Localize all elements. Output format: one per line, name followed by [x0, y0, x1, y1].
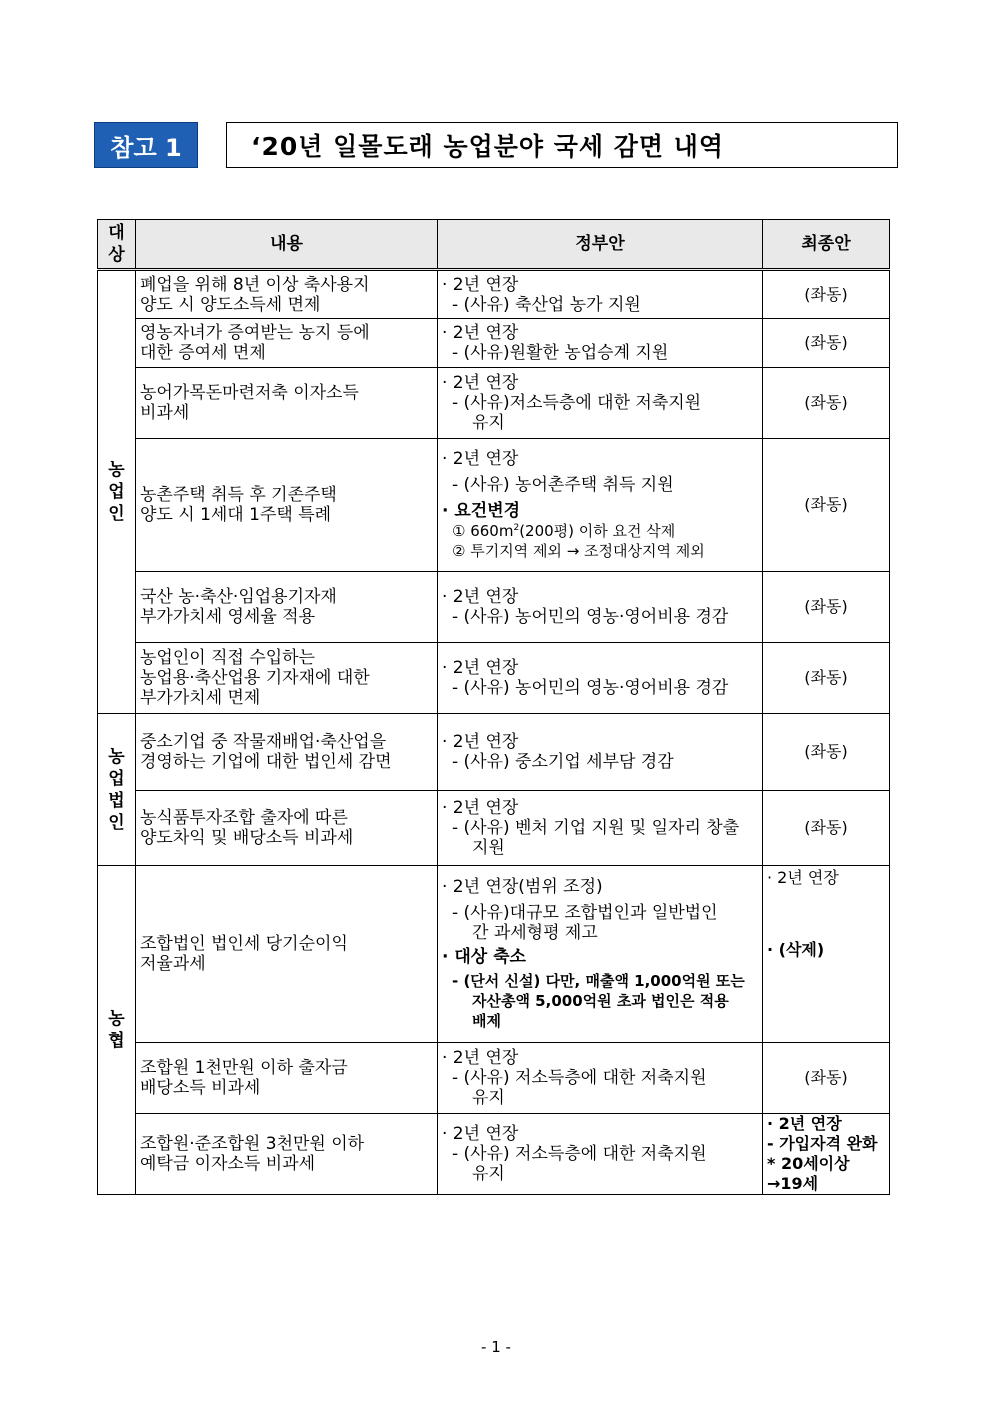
- content-cell: [136, 319, 438, 368]
- content-line: 영농자녀가 증여받는 농지 등에: [140, 323, 370, 343]
- table-row: [98, 643, 890, 714]
- final-line: * 20세이상→19세: [767, 1154, 850, 1193]
- gov-text: ① 660m: [452, 522, 514, 540]
- gov-cell: [438, 270, 763, 319]
- group-char: 법: [108, 790, 125, 811]
- content-cell: [136, 572, 438, 643]
- reference-badge: 참고 1: [94, 122, 198, 168]
- final-line: · (삭제): [767, 940, 825, 959]
- gov-cell: [438, 572, 763, 643]
- gov-line: · 2년 연장: [442, 732, 519, 752]
- gov-line: - (사유) 저소득층에 대한 저축지원: [452, 1068, 707, 1088]
- group-char: 인: [108, 812, 125, 833]
- gov-cell: [438, 643, 763, 714]
- gov-line: - (사유) 농어민의 영농·영어비용 경감: [452, 678, 729, 698]
- content-line: 농식품투자조합 출자에 따른: [140, 808, 348, 828]
- gov-line: - (단서 신설) 다만, 매출액 1,000억원 또는: [452, 972, 745, 990]
- content-line: 조합법인 법인세 당기순이익: [140, 934, 348, 954]
- header-target: [98, 220, 136, 270]
- final-cell: (좌동): [763, 270, 890, 319]
- content-line: 중소기업 중 작물재배업·축산업을: [140, 732, 387, 752]
- content-line: 부가가치세 면제: [140, 688, 261, 708]
- gov-cell: [438, 866, 763, 1043]
- content-cell: [136, 368, 438, 439]
- gov-cell: [438, 791, 763, 866]
- final-cell: (좌동): [763, 368, 890, 439]
- content-line: 국산 농·축산·임업용기자재: [140, 587, 337, 607]
- content-line: 경영하는 기업에 대한 법인세 감면: [140, 752, 392, 772]
- gov-line: - (사유)대규모 조합법인과 일반법인: [452, 903, 718, 923]
- gov-line: · 2년 연장: [442, 798, 519, 818]
- gov-cell: [438, 368, 763, 439]
- gov-line: · 2년 연장: [442, 658, 519, 678]
- table-row: [98, 572, 890, 643]
- gov-line: - (사유) 중소기업 세부담 경감: [452, 752, 674, 772]
- target-group-farmer: [98, 270, 136, 714]
- gov-line: ② 투기지역 제외 → 조정대상지역 제외: [452, 542, 705, 560]
- header-content: 내용: [136, 220, 438, 270]
- content-line: 양도 시 양도소득세 면제: [140, 294, 321, 315]
- gov-line: - (사유) 농어촌주택 취득 지원: [452, 475, 674, 495]
- content-cell: [136, 1114, 438, 1195]
- final-line: - 가입자격 완화: [767, 1134, 878, 1153]
- content-line: 부가가치세 영세율 적용: [140, 607, 316, 627]
- gov-cell: [438, 439, 763, 572]
- gov-line: · 2년 연장: [442, 587, 519, 607]
- content-cell: [136, 1043, 438, 1114]
- table-row: [98, 368, 890, 439]
- gov-line: · 2년 연장: [442, 1124, 519, 1144]
- gov-line: · 대상 축소: [442, 947, 526, 967]
- content-cell: [136, 270, 438, 319]
- content-cell: [136, 439, 438, 572]
- gov-line: · 2년 연장: [442, 373, 519, 393]
- final-cell: (좌동): [763, 714, 890, 791]
- table-header-row: [98, 220, 890, 270]
- group-char: 농: [108, 460, 125, 480]
- gov-line: [442, 521, 758, 541]
- group-char: 협: [108, 1031, 125, 1051]
- gov-line: 간 과세형평 제고: [472, 923, 598, 943]
- content-cell: [136, 791, 438, 866]
- target-group-corporation: [98, 714, 136, 866]
- table-row: [98, 319, 890, 368]
- gov-line: 지원: [472, 838, 505, 858]
- gov-line: - (사유) 저소득층에 대한 저축지원: [452, 1144, 707, 1164]
- group-char: 농: [108, 746, 125, 767]
- content-line: 양도차익 및 배당소득 비과세: [140, 828, 354, 848]
- group-char: 인: [108, 504, 125, 524]
- final-cell: (좌동): [763, 1043, 890, 1114]
- header-final: 최종안: [763, 220, 890, 270]
- gov-line: - (사유) 축산업 농가 지원: [452, 294, 641, 315]
- final-cell: (좌동): [763, 319, 890, 368]
- header-target-char: 대: [108, 223, 125, 243]
- gov-cell: [438, 714, 763, 791]
- final-line: · 2년 연장: [767, 1114, 842, 1133]
- gov-line: - (사유)저소득층에 대한 저축지원: [452, 393, 702, 413]
- content-line: 비과세: [140, 403, 190, 423]
- table-row: [98, 439, 890, 572]
- content-line: 양도 시 1세대 1주택 특례: [140, 505, 332, 525]
- final-cell: (좌동): [763, 439, 890, 572]
- gov-text: (200평) 이하 요건 삭제: [519, 522, 676, 540]
- content-line: 예탁금 이자소득 비과세: [140, 1154, 316, 1174]
- content-line: 농어가목돈마련저축 이자소득: [140, 383, 359, 403]
- final-cell: (좌동): [763, 572, 890, 643]
- final-cell: (좌동): [763, 643, 890, 714]
- final-cell: [763, 866, 890, 1043]
- gov-superscript: 2: [513, 523, 520, 533]
- gov-line: · 2년 연장: [442, 449, 519, 469]
- content-line: 농업인이 직접 수입하는: [140, 648, 316, 668]
- content-line: 조합원 1천만원 이하 출자금: [140, 1058, 348, 1078]
- content-line: 대한 증여세 면제: [140, 343, 266, 363]
- table-row: [98, 1114, 890, 1195]
- gov-line: - (사유)원활한 농업승계 지원: [452, 343, 669, 363]
- table-row: [98, 714, 890, 791]
- group-char: 농: [108, 1009, 125, 1029]
- content-line: 농업용·축산업용 기자재에 대한: [140, 668, 370, 688]
- gov-line: - (사유) 벤처 기업 지원 및 일자리 창출: [452, 818, 740, 838]
- table-row: [98, 791, 890, 866]
- gov-line: · 2년 연장(범위 조정): [442, 877, 603, 897]
- gov-cell: [438, 319, 763, 368]
- gov-line: · 2년 연장: [442, 323, 519, 343]
- page-number: - 1 -: [481, 1338, 511, 1356]
- gov-line: · 요건변경: [442, 501, 521, 521]
- content-cell: [136, 643, 438, 714]
- gov-line: 유지: [472, 1164, 505, 1184]
- content-line: 폐업을 위해 8년 이상 축사용지: [140, 274, 370, 295]
- header-target-char: 상: [108, 245, 125, 265]
- final-line: · 2년 연장: [767, 868, 839, 887]
- table-row: [98, 866, 890, 1043]
- group-char: 업: [108, 768, 125, 789]
- gov-line: - (사유) 농어민의 영농·영어비용 경감: [452, 607, 729, 627]
- page-title: ‘20년 일몰도래 농업분야 국세 감면 내역: [226, 122, 898, 168]
- header-gov: 정부안: [438, 220, 763, 270]
- final-cell: [763, 1114, 890, 1195]
- gov-line: · 2년 연장: [442, 1048, 519, 1068]
- gov-line: 유지: [472, 413, 505, 433]
- final-cell: (좌동): [763, 791, 890, 866]
- content-line: 조합원·준조합원 3천만원 이하: [140, 1134, 365, 1154]
- gov-cell: [438, 1114, 763, 1195]
- content-cell: [136, 866, 438, 1043]
- gov-line: 유지: [472, 1088, 505, 1108]
- gov-line: 자산총액 5,000억원 초과 법인은 적용: [472, 992, 729, 1010]
- group-char: 업: [108, 482, 125, 502]
- tax-exemption-table: [97, 219, 890, 1195]
- table-row: [98, 1043, 890, 1114]
- content-cell: [136, 714, 438, 791]
- content-line: 배당소득 비과세: [140, 1078, 261, 1098]
- gov-line: · 2년 연장: [442, 274, 519, 295]
- gov-cell: [438, 1043, 763, 1114]
- target-group-nonghyup: [98, 866, 136, 1195]
- content-line: 저율과세: [140, 954, 206, 974]
- table-row: [98, 270, 890, 319]
- gov-line: 배제: [472, 1012, 501, 1030]
- content-line: 농촌주택 취득 후 기존주택: [140, 485, 337, 505]
